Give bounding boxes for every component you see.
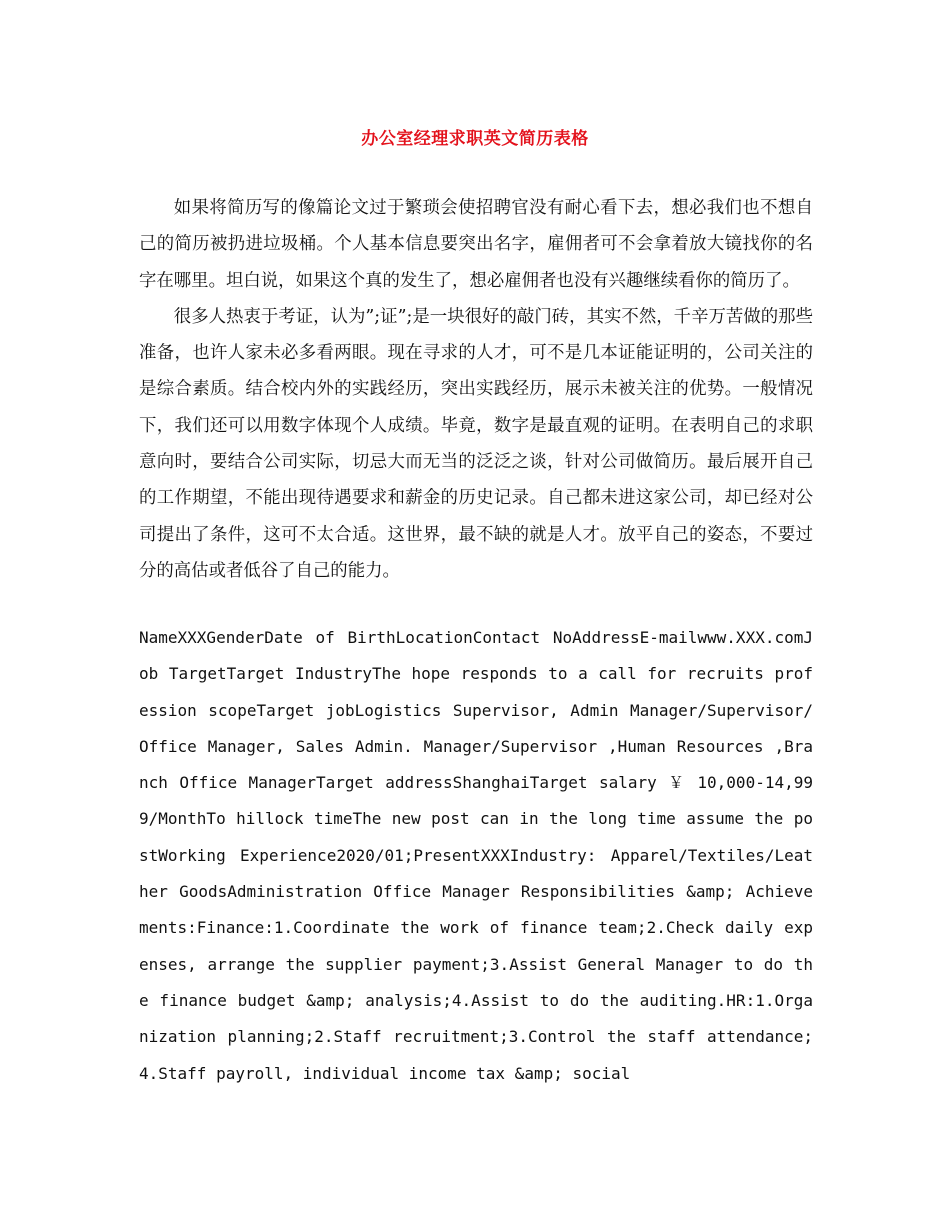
resume-text: NameXXXGenderDate of BirthLocationContact NoAddressE-mailwww.XXX.comJob TargetTarget IndustryThe hope responds to a call for recruits profession scopeTarget jobLogistics Supervisor, Admin Manager/Supervisor/Office Manager, Sales Admin. Manager/Supervisor ,Human Resources ,Branch Office ManagerTarget addressShanghaiTarget salary ￥ 10,000-14,999/MonthTo hillock timeThe new post can in the long time assume the postWorking Experience2020/01;PresentXXXIndustry: Apparel/Textiles/Leather GoodsAdministration Office Manager Responsibilities &amp; Achievements:Finance:1.Coordinate the work of finance team;2.Check daily expenses, arrange the supplier payment;3.Assist General Manager to do the finance budget &amp; analysis;4.Assist to do the auditing.HR:1.Organization planning;2.Staff recruitment;3.Control the staff attendance;4.Staff payroll, individual income tax &amp; social	[139, 628, 813, 1083]
chinese-body	[139, 190, 813, 589]
english-resume-body	[139, 620, 813, 1092]
paragraph-certificates: 很多人热衷于考证，认为”;证”;是一块很好的敲门砖，其实不然，千辛万苦做的那些准备，也许人家未必多看两眼。现在寻求的人才，可不是几本证能证明的，公司关注的是综合素质。结合校内外的实践经历，突出实践经历，展示未被关注的优势。一般情况下，我们还可以用数字体现个人成绩。毕竟，数字是最直观的证明。在表明自己的求职意向时，要结合公司实际，切忌大而无当的泛泛之谈，针对公司做简历。最后展开自己的工作期望，不能出现待遇要求和薪金的历史记录。自己都未进这家公司，却已经对公司提出了条件，这可不太合适。这世界，最不缺的就是人才。放平自己的姿态，不要过分的高估或者低谷了自己的能力。	[139, 306, 813, 581]
paragraph-resume-length: 如果将简历写的像篇论文过于繁琐会使招聘官没有耐心看下去，想必我们也不想自己的简历被扔进垃圾桶。个人基本信息要突出名字，雇佣者可不会拿着放大镜找你的名字在哪里。坦白说，如果这个真的发生了，想必雇佣者也没有兴趣继续看你的简历了。	[139, 198, 813, 291]
document-title: 办公室经理求职英文简历表格	[361, 129, 589, 149]
